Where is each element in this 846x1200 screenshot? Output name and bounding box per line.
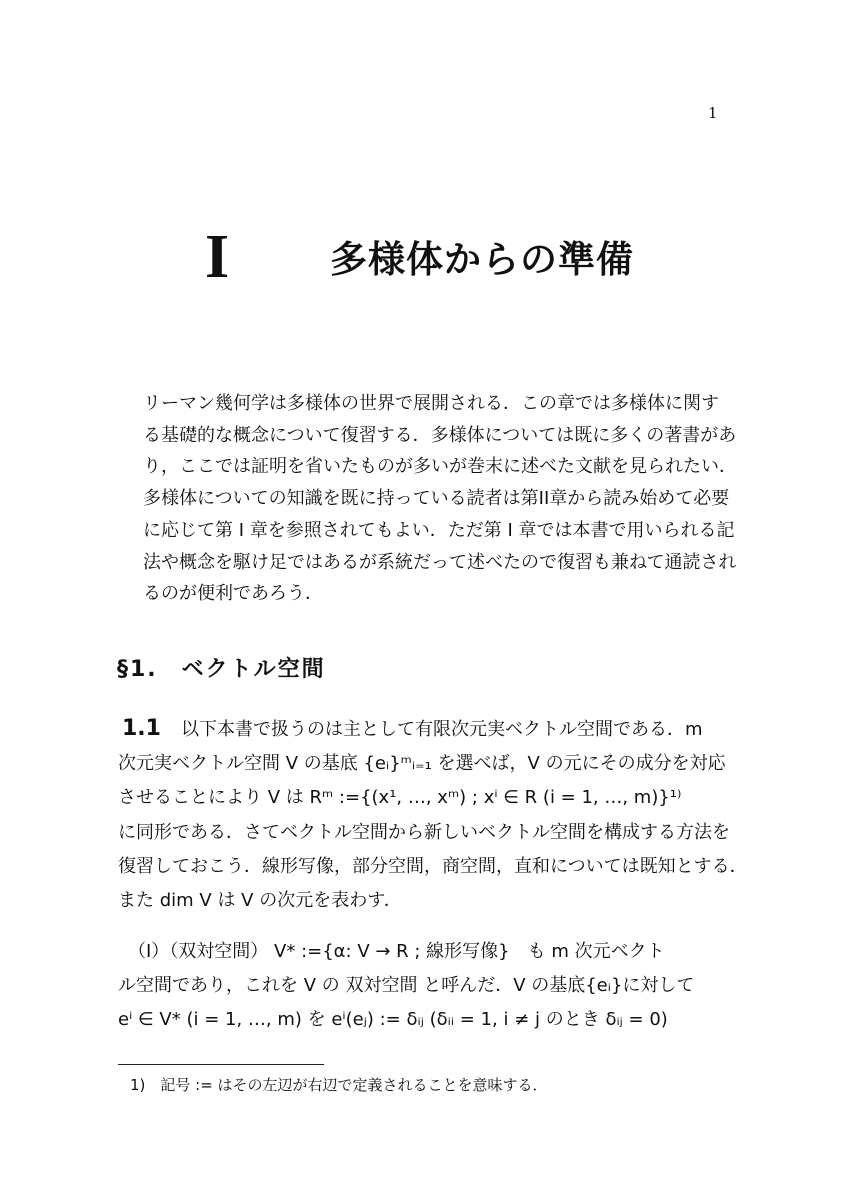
paragraph-line: ル空間であり，これを V の 双対空間 と呼んだ．V の基底{eᵢ}に対して (118, 975, 695, 997)
paragraph-line: させることにより V は Rᵐ :={(x¹, …, xᵐ) ; xⁱ ∈ R (i = 1, …, m)}¹⁾ (118, 787, 682, 809)
intro-line: 多様体についての知識を既に持っている読者は第II章から読み始めて必要 (143, 488, 730, 510)
paragraph-line: 復習しておこう．線形写像，部分空間，商空間，直和については既知とする． (118, 855, 748, 877)
chapter-header (0, 222, 846, 302)
footnote: 1) 記号 := はその左辺が右辺で定義されることを意味する． (130, 1076, 548, 1094)
page-number: 1 (708, 104, 718, 122)
paragraph-line (118, 712, 738, 747)
intro-line: に応じて第 I 章を参照されてもよい．ただ第 I 章では本書で用いられる記 (143, 519, 735, 541)
section-heading: §1. ベクトル空間 (117, 657, 326, 682)
paragraph-line: 次元実ベクトル空間 V の基底 {eᵢ}ᵐᵢ₌₁ を選べば，V の元にその成分を対応 (118, 753, 726, 775)
chapter-number: I (205, 223, 230, 291)
paragraph-line: また dim V は V の次元を表わす． (118, 890, 402, 912)
paragraph-line-text: （双対空間） V* :={α: V → R ; 線形写像} も m 次元ベクト (169, 941, 665, 962)
paragraph-line (118, 935, 738, 969)
intro-line: 法や概念を駆け足ではあるが系統だって述べたので復習も兼ねて通読され (143, 551, 737, 573)
chapter-intro (143, 388, 737, 610)
subsection-number: 1.1 (122, 716, 161, 741)
paragraph-line: eⁱ ∈ V* (i = 1, …, m) を eⁱ(eⱼ) := δᵢⱼ (δᵢᵢ = 1, i ≠ j のとき δᵢⱼ = 0) (118, 1009, 668, 1031)
footnote-divider (118, 1064, 324, 1065)
item-label: （I） (128, 941, 170, 962)
intro-line: リーマン幾何学は多様体の世界で展開される．この章では多様体に関す (143, 393, 719, 414)
intro-line: り，ここでは証明を省いたものが多いが巻末に述べた文献を見られたい． (143, 456, 737, 478)
chapter-title: 多様体からの準備 (330, 238, 634, 281)
paragraph-1-1 (118, 712, 748, 918)
item-dual-space (118, 935, 738, 1038)
paragraph-line-text: 以下本書で扱うのは主として有限次元実ベクトル空間である．m (180, 719, 703, 740)
intro-line: るのが便利であろう． (143, 583, 323, 605)
intro-line: る基礎的な概念について復習する．多様体については既に多くの著書があ (143, 424, 737, 446)
paragraph-line: に同形である．さてベクトル空間から新しいベクトル空間を構成する方法を (118, 821, 730, 843)
